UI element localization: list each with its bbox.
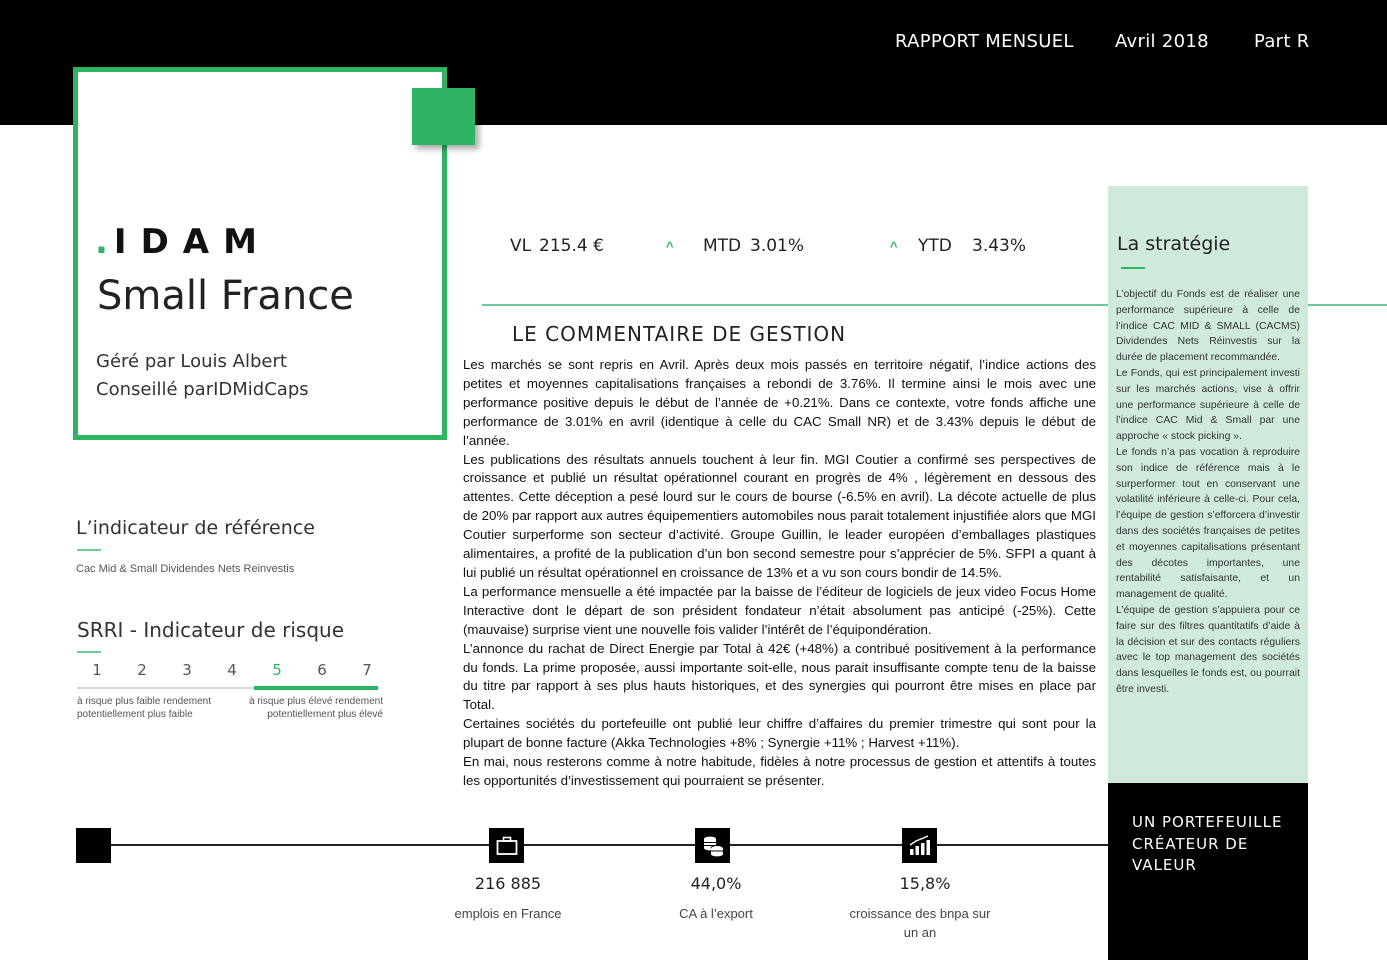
commentary-body xyxy=(463,356,1096,791)
commentary-paragraph: En mai, nous resterons comme à notre habitude, fidèles à notre processus de gestion et attentifs à toutes les opportunités d’investissement qui pourraient se présenter. xyxy=(463,754,1096,788)
srri-level: 7 xyxy=(362,661,372,679)
strategy-dash xyxy=(1121,267,1145,269)
srri-title: SRRI - Indicateur de risque xyxy=(77,618,345,642)
ytd-label: YTD xyxy=(918,236,952,256)
commentary-title: LE COMMENTAIRE DE GESTION xyxy=(512,322,847,346)
srri-low-label: à risque plus faible rendement potentiellement plus faible xyxy=(77,696,211,720)
coins-icon xyxy=(695,828,730,863)
commentary-paragraph: Certaines sociétés du portefeuille ont publié leur chiffre d’affaires du premier trimestre qui sont pour la plupart de bonne facture (Akka Technologies +8% ; Synergie +11% ; Harvest +11%). xyxy=(463,716,1096,751)
srri-level: 3 xyxy=(182,661,192,679)
strategy-paragraph: L’équipe de gestion s’appuiera pour ce faire sur des filtres quantitatifs d’aide à la décision et sur des contacts réguliers avec le top management des sociétés dans lesquelles le fonds est, ou pourrait être investi. xyxy=(1116,604,1300,695)
vl-label: VL xyxy=(510,236,532,256)
stat-value: 216 885 xyxy=(474,874,542,893)
srri-level: 6 xyxy=(317,661,327,679)
strategy-paragraph: Le Fonds, qui est principalement investi sur les marchés actions, vise à offrir une performance supérieure à celle de l’indice CAC Mid & Small par une approche « stock picking ». xyxy=(1116,367,1300,443)
accent-square xyxy=(412,88,475,145)
fund-management xyxy=(96,348,309,404)
vl-value: 215.4 € xyxy=(539,236,604,256)
timeline-line xyxy=(110,844,1108,846)
report-type: RAPPORT MENSUEL xyxy=(895,31,1074,52)
strategy-paragraph: Le fonds n’a pas vocation à reproduire son indice de référence mais à le surperformer tout en conservant une volatilité inférieure à celle-ci. Pour cela, l’équipe de gestion s’efforcera d’investir dans des sociétés françaises de petites et moyennes capitalisations présentant des décotes importantes, une rentabilité satisfaisante, et un management de qualité. xyxy=(1116,446,1300,601)
benchmark-title: L’indicateur de référence xyxy=(76,517,315,539)
strategy-body xyxy=(1116,287,1300,698)
manager-line: Géré par Louis Albert xyxy=(96,351,287,372)
commentary-paragraph: L’annonce du rachat de Direct Energie par Total à 42€ (+48%) a contribué positivement à la performance du fonds. La prime proposée, aussi importante soit-elle, nous parait insuffisante compte tenu de la baisse du titre par rapport à ses plus hauts historiques, et des synergies qui pourront être mises en place par Total. xyxy=(463,640,1096,713)
idam-logo: .IDAM xyxy=(95,222,271,262)
commentary-paragraph: Les marchés se sont repris en Avril. Après deux mois passés en territoire négatif, l’indice actions des petites et moyennes capitalisations françaises a rebondi de 3.76%. Il termine ainsi le mois avec une performance positive depuis le début de l’année de +0.21%. Dans ce contexte, votre fonds affiche une performance de 3.01% en avril (identique à celle du CAC Small NR) et de 3.43% depuis le début de l’année. xyxy=(463,357,1096,448)
srri-level-current: 5 xyxy=(272,661,282,679)
commentary-paragraph: Les publications des résultats annuels touchent à leur fin. MGI Coutier a confirmé ses perspectives de croissance et publié un résultat opérationnel courant en progrès de 4% , légèrement en dessous des attentes. Cette déception a pesé lourd sur le cours de bourse (-6.5% en avril). La décote actuelle de plus de 20% par rapport aux autres équipementiers automobiles nous parait totalement injustifiée alors que MGI Coutier surperforme son secteur d’activité. Groupe Guillin, le leader européen d’emballages plastiques alimentaires, a profité de la publication d’un bon second semestre pour s’apprécier de 5%. SFPI a quant à lui publié un résultat opérationnel en croissance de 13% et a vu son cours bondir de 14.5%. xyxy=(463,451,1096,580)
stat-label: croissance des bnpa sur un an xyxy=(849,906,991,940)
stat-value: 15,8% xyxy=(899,874,951,893)
share-class: Part R xyxy=(1254,31,1310,52)
benchmark-dash xyxy=(77,549,101,551)
advisor-line: Conseillé parIDMidCaps xyxy=(96,379,309,400)
stat-label: CA à l’export xyxy=(679,906,753,921)
strategy-title: La stratégie xyxy=(1117,233,1231,255)
growth-chart-icon xyxy=(902,828,937,863)
mtd-label: MTD xyxy=(703,236,742,256)
srri-level: 2 xyxy=(137,661,147,679)
ytd-up-arrow-icon: ^ xyxy=(890,239,898,254)
stat-label: emplois en France xyxy=(454,906,562,921)
report-month: Avril 2018 xyxy=(1115,31,1209,52)
stat-value: 44,0% xyxy=(690,874,742,893)
mtd-up-arrow-icon: ^ xyxy=(666,239,674,254)
mtd-value: 3.01% xyxy=(750,236,805,256)
srri-level: 1 xyxy=(92,661,102,679)
commentary-paragraph: La performance mensuelle a été impactée par la baisse de l’éditeur de logiciels de jeux video Focus Home Interactive dont le départ de son président fondateur n’était absolument pas anticipé (-25%). Cette (mauvaise) surprise vient une nouvelle fois valider l’intérêt de l’équipondération. xyxy=(463,583,1096,637)
ytd-value: 3.43% xyxy=(972,236,1027,256)
fund-name: Small France xyxy=(97,273,354,319)
strategy-paragraph: L’objectif du Fonds est de réaliser une performance supérieure à celle de l’indice CAC MID & SMALL (CACMS) Dividendes Nets Réinvestis sur la durée de placement recommandée. xyxy=(1116,289,1300,364)
tagline: UN PORTEFEUILLE CRÉATEUR DE VALEUR xyxy=(1132,813,1283,874)
srri-high-label: à risque plus élevé rendement potentiellement plus élevé xyxy=(249,696,383,720)
benchmark-value: Cac Mid & Small Dividendes Nets Reinvestis xyxy=(76,563,295,575)
briefcase-icon xyxy=(489,828,524,863)
srri-level: 4 xyxy=(227,661,237,679)
srri-scale-fill xyxy=(254,686,378,690)
srri-dash xyxy=(77,651,101,653)
timeline-start-square xyxy=(76,828,111,863)
